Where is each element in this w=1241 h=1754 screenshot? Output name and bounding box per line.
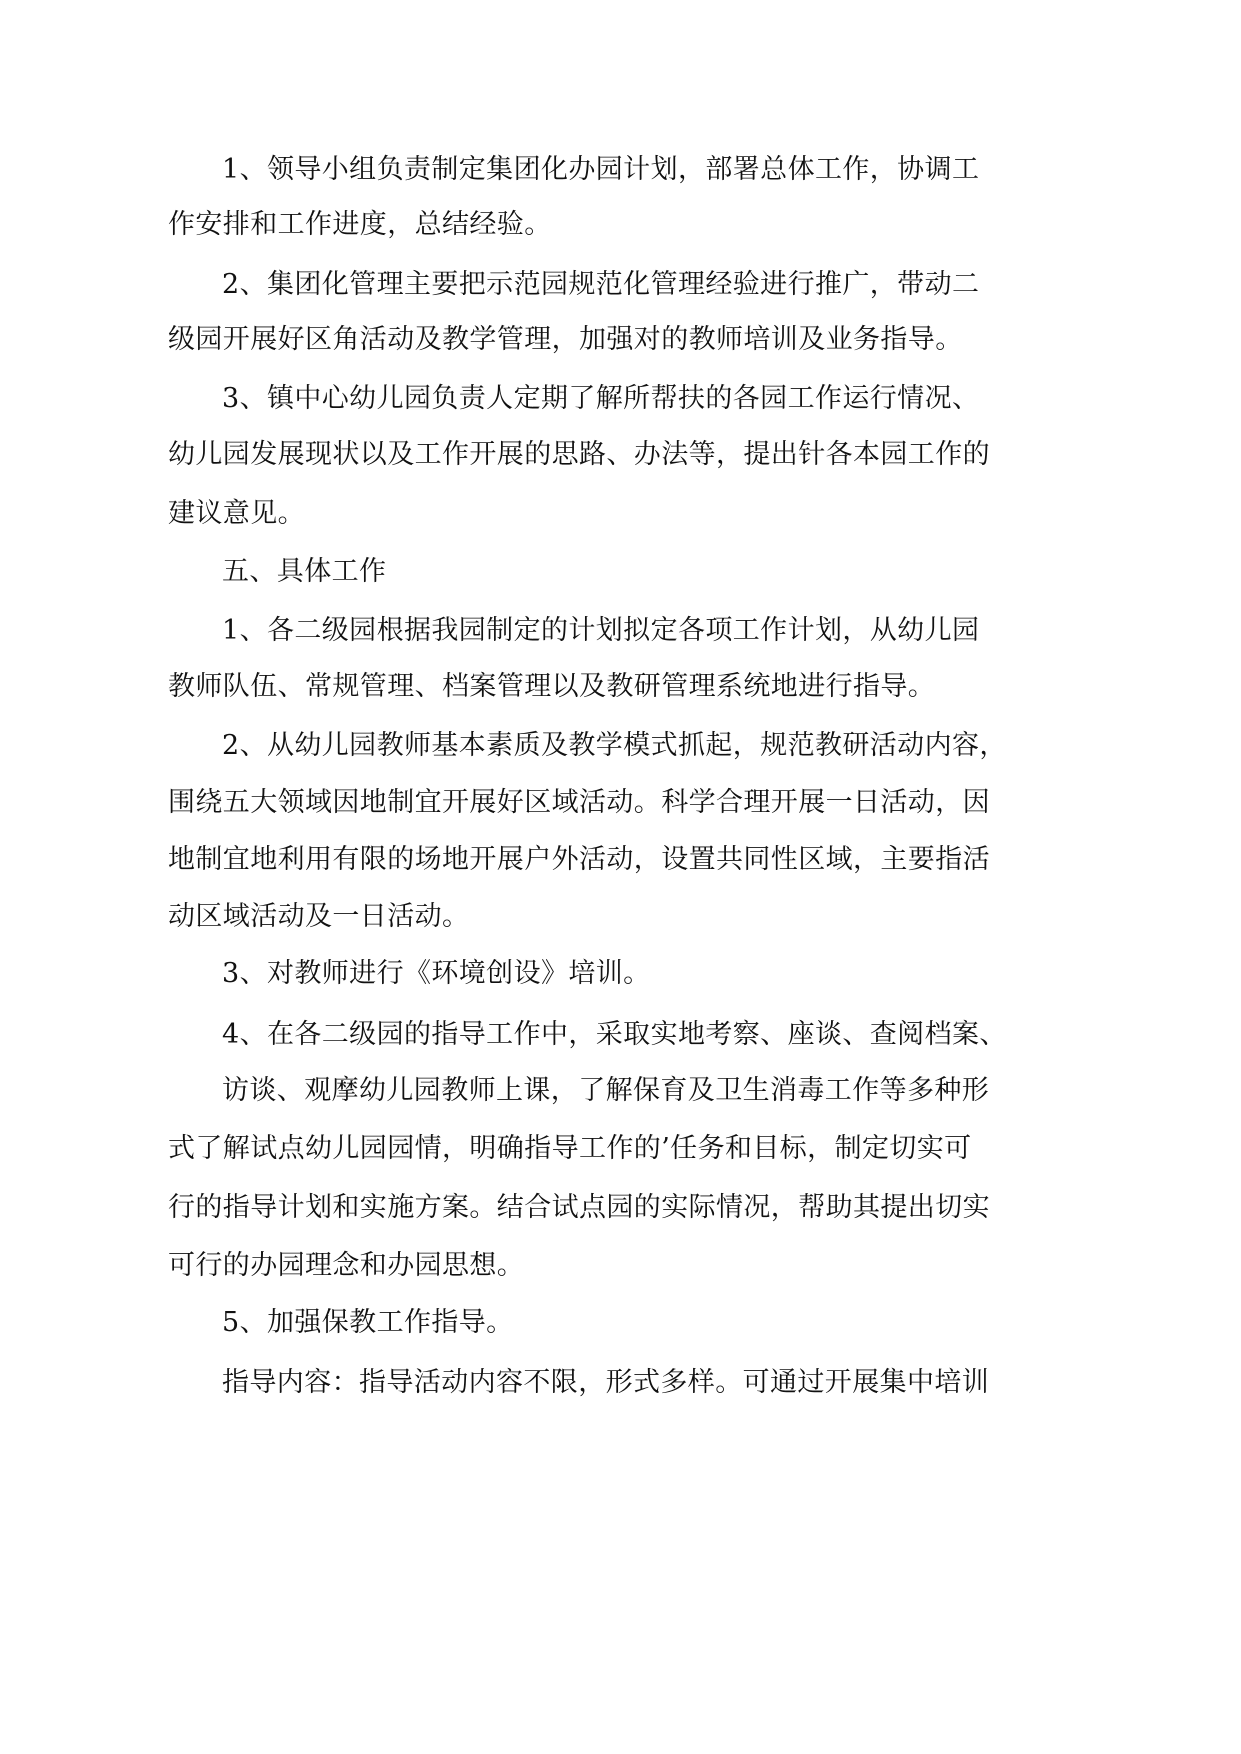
text-line: 4、在各二级园的指导工作中，采取实地考察、座谈、查阅档案、 <box>222 1019 1007 1050</box>
text-line: 地制宜地利用有限的场地开展户外活动，设置共同性区域，主要指活 <box>168 844 990 875</box>
text-line: 动区域活动及一日活动。 <box>168 901 470 932</box>
section-heading: 五、具体工作 <box>222 556 387 587</box>
text-line: 可行的办园理念和办园思想。 <box>168 1250 525 1281</box>
text-line: 1、各二级园根据我园制定的计划拟定各项工作计划，从幼儿园 <box>222 615 980 646</box>
text-line: 建议意见。 <box>168 498 305 529</box>
text-line: 2、从幼儿园教师基本素质及教学模式抓起，规范教研活动内容， <box>222 730 1007 761</box>
text-line: 3、镇中心幼儿园负责人定期了解所帮扶的各园工作运行情况、 <box>222 383 980 414</box>
text-line: 围绕五大领域因地制宜开展好区域活动。科学合理开展一日活动，因 <box>168 787 990 818</box>
text-line: 幼儿园发展现状以及工作开展的思路、办法等，提出针各本园工作的 <box>168 439 990 470</box>
text-line: 1、领导小组负责制定集团化办园计划，部署总体工作，协调工 <box>222 154 980 185</box>
text-line: 3、对教师进行《环境创设》培训。 <box>222 958 651 989</box>
text-line: 2、集团化管理主要把示范园规范化管理经验进行推广，带动二 <box>222 269 980 300</box>
text-line: 5、加强保教工作指导。 <box>222 1307 514 1338</box>
text-line: 教师队伍、常规管理、档案管理以及教研管理系统地进行指导。 <box>168 671 936 702</box>
text-line: 级园开展好区角活动及教学管理，加强对的教师培训及业务指导。 <box>168 324 963 355</box>
text-line: 式了解试点幼儿园园情，明确指导工作的’任务和目标，制定切实可 <box>168 1133 972 1164</box>
text-line: 访谈、观摩幼儿园教师上课，了解保育及卫生消毒工作等多种形 <box>222 1075 990 1106</box>
text-line: 作安排和工作进度，总结经验。 <box>168 209 552 240</box>
text-line: 行的指导计划和实施方案。结合试点园的实际情况，帮助其提出切实 <box>168 1192 990 1223</box>
text-line: 指导内容：指导活动内容不限，形式多样。可通过开展集中培训 <box>222 1367 990 1398</box>
